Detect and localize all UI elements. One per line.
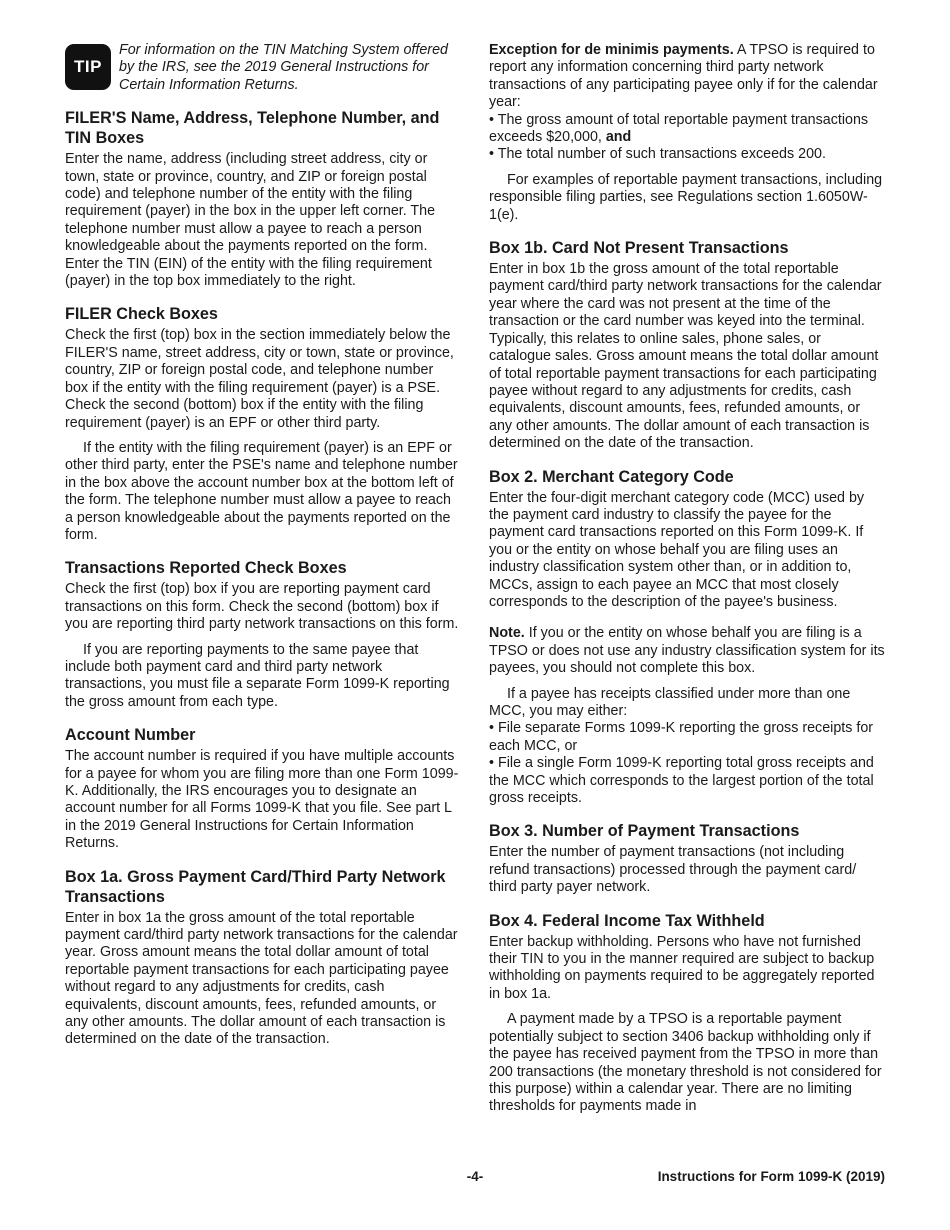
paragraph: Check the first (top) box in the section immediately below the FILER'S name, street address, city or town, state or province, country, ZIP or foreign postal code, and telephone number box if the entity with the filing requirement (payer) is a PSE. Check the second (bottom) box if the entity with the filing requirement (payer) is an EPF or other third party. xyxy=(65,327,454,431)
paragraph: For examples of reportable payment transactions, including responsible filing parties, see Regulations section 1.6050W-1(e). xyxy=(489,171,883,223)
section-heading-box1b: Box 1b. Card Not Present Transactions xyxy=(489,239,789,258)
tip-badge-label: TIP xyxy=(74,57,102,76)
section-heading-box3: Box 3. Number of Payment Transactions xyxy=(489,822,800,841)
section-heading-box2: Box 2. Merchant Category Code xyxy=(489,467,734,486)
note-text: If you or the entity on whose behalf you are filing is a TPSO or does not use any industry classification system for its payees, you should not complete this box. xyxy=(489,625,885,677)
section-heading-filer-check: FILER Check Boxes xyxy=(65,305,218,324)
paragraph: A payment made by a TPSO is a reportable payment potentially subject to section 3406 backup withholding only if the payee has received payment from the TPSO in more than 200 transactions (the monetary threshold is not considered for this purpose) within a calendar year. There are no limiting thresholds for payments made in xyxy=(489,1011,882,1115)
bullet-text: The total number of such transactions exceeds 200. xyxy=(497,146,826,163)
paragraph: If a payee has receipts classified under more than one MCC, you may either: xyxy=(489,685,851,719)
paragraph: Enter in box 1a the gross amount of the total reportable payment card/third party network transactions for the calendar year. Gross amount means the total dollar amount of total reportable payment transactions for each participating payee without regard to any adjustments for credits, cash equivalents, discount amounts, fees, refunded amounts, or any other amounts. The dollar amount of each transaction is determined on the date of the transaction. xyxy=(65,909,458,1048)
bullet-item: • The total number of such transactions exceeds 200. xyxy=(489,146,826,163)
note-lead: Note. xyxy=(489,625,525,642)
bullet-text: The gross amount of total reportable payment transactions exceeds $20,000, xyxy=(489,111,869,146)
paragraph: Enter the four-digit merchant category code (MCC) used by the payment card industry to classify the payee for the payment card transactions reported on this Form 1099-K. If you or the entity on whose behalf you are filing uses an industry classification system other than, or in addition to, MCCs, assign to each payee an MCC that most closely corresponds to the description of the payee's business. xyxy=(489,489,865,610)
paragraph: Enter the number of payment transactions (not including refund transactions) processed through the payment card/ third party payer network. xyxy=(489,844,857,896)
tip-icon xyxy=(65,44,111,90)
right-column xyxy=(489,42,885,1116)
deminimis-lead: Exception for de minimis payments. xyxy=(489,42,734,58)
bullet-and: and xyxy=(605,129,632,146)
bullet-text: File separate Forms 1099-K reporting the gross receipts for each MCC, or xyxy=(489,720,874,754)
left-column xyxy=(65,42,460,1049)
section-heading-transactions: Transactions Reported Check Boxes xyxy=(65,559,347,578)
paragraph: Check the first (top) box if you are reporting payment card transactions on this form. Check the second (bottom) box if you are reporting third party network transactions on this form. xyxy=(65,581,459,633)
bullet-item: • File a single Form 1099-K reporting total gross receipts and the MCC which corresponds to the largest portion of the total gross receipts. xyxy=(489,755,874,807)
section-heading-box4: Box 4. Federal Income Tax Withheld xyxy=(489,911,765,930)
paragraph: Enter backup withholding. Persons who have not furnished their TIN to you in the manner required are subject to backup withholding on payments required to be aggregately reported in box 1a. xyxy=(489,933,875,1002)
bullet-text: File a single Form 1099-K reporting total gross receipts and the MCC which corresponds to the largest portion of the total gross receipts. xyxy=(489,755,874,807)
tip-box xyxy=(65,42,460,94)
paragraph: The account number is required if you have multiple accounts for a payee for whom you are filing more than one Form 1099-K. Additionally, the IRS encourages you to designate an account number for all Forms 1099-K that you file. See part L in the 2019 General Instructions for Certain Information Returns. xyxy=(65,748,459,852)
deminimis-text: A TPSO is required to report any information concerning third party network transactions of any participating payee only if for the calendar year: xyxy=(489,42,878,111)
paragraph: If the entity with the filing requirement (payer) is an EPF or other third party, enter the PSE's name and telephone number in the box above the account number box at the bottom left of the form. The telephone number must allow a payee to reach a person knowledgeable about the payments reported on the form. xyxy=(65,439,458,543)
page-number: -4- xyxy=(466,1169,484,1184)
bullet-item: • The gross amount of total reportable payment transactions exceeds $20,000, and xyxy=(489,111,869,146)
deminimis-paragraph xyxy=(489,42,885,112)
section-heading-account: Account Number xyxy=(65,726,196,745)
bullet-item: • File separate Forms 1099-K reporting the gross receipts for each MCC, or xyxy=(489,720,874,754)
note-paragraph xyxy=(489,625,885,677)
footer-doc-title: Instructions for Form 1099-K (2019) xyxy=(657,1169,885,1184)
paragraph: Enter the name, address (including street address, city or town, state or province, country, and ZIP or foreign postal code) and telephone number of the entity with the filing requirement (payer) in the box in the upper left corner. The telephone number must allow a payee to reach a person knowledgeable about the payments reported on the form. Enter the TIN (EIN) of the entity with the filing requirement (payer) in the top box immediately to the right. xyxy=(65,151,436,290)
section-heading-filer-name: FILER'S Name, Address, Telephone Number, and TIN Boxes xyxy=(65,109,440,148)
paragraph: Enter in box 1b the gross amount of the total reportable payment card/third party network transactions for the calendar year where the card was not present at the time of the transaction or the card number was keyed into the terminal. Typically, this relates to online sales, phone sales, or catalogue sales. Gross amount means the total dollar amount of total reportable payment transactions for each participating payee without regard to any adjustments for credits, cash equivalents, discount amounts, fees, refunded amounts, or any other amounts. The dollar amount of each transaction is determined on the date of the transaction. xyxy=(489,261,882,452)
paragraph: If you are reporting payments to the same payee that include both payment card and third party network transactions, you must file a separate Form 1099-K reporting the gross amount from each type. xyxy=(65,641,450,710)
tip-text: For information on the TIN Matching System offered by the IRS, see the 2019 General Instructions for Certain Information Returns. xyxy=(119,42,448,93)
section-heading-box1a: Box 1a. Gross Payment Card/Third Party Network Transactions xyxy=(65,867,446,906)
